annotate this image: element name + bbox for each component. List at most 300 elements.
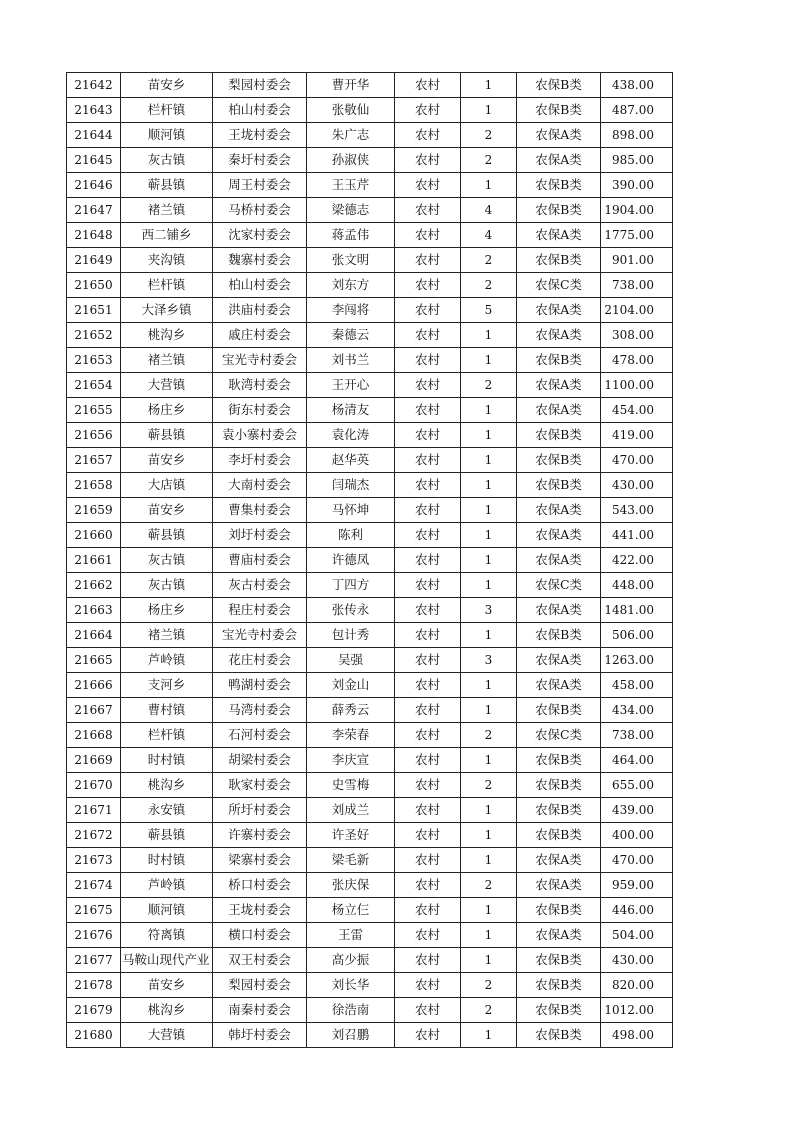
household-count-cell: 2 (461, 248, 517, 273)
table-row (67, 248, 673, 273)
records-sheet (66, 72, 672, 1048)
insurance-category-cell: 农保A类 (517, 598, 601, 623)
village-committee-cell: 梨园村委会 (213, 973, 307, 998)
amount-cell: 543.00 (601, 498, 673, 523)
record-id-cell: 21676 (67, 923, 121, 948)
village-committee-cell: 石河村委会 (213, 723, 307, 748)
amount-cell: 898.00 (601, 123, 673, 148)
record-id-cell: 21667 (67, 698, 121, 723)
household-count-cell: 1 (461, 673, 517, 698)
person-name-cell: 杨清友 (307, 398, 395, 423)
area-type-cell: 农村 (395, 198, 461, 223)
table-row (67, 723, 673, 748)
village-committee-cell: 宝光寺村委会 (213, 348, 307, 373)
person-name-cell: 刘金山 (307, 673, 395, 698)
table-row (67, 198, 673, 223)
amount-cell: 470.00 (601, 448, 673, 473)
town-cell: 褚兰镇 (121, 198, 213, 223)
amount-cell: 438.00 (601, 73, 673, 98)
amount-cell: 738.00 (601, 723, 673, 748)
person-name-cell: 赵华英 (307, 448, 395, 473)
table-row (67, 498, 673, 523)
town-cell: 芦岭镇 (121, 648, 213, 673)
amount-cell: 458.00 (601, 673, 673, 698)
person-name-cell: 王玉芹 (307, 173, 395, 198)
table-row (67, 948, 673, 973)
record-id-cell: 21662 (67, 573, 121, 598)
person-name-cell: 薛秀云 (307, 698, 395, 723)
area-type-cell: 农村 (395, 123, 461, 148)
household-count-cell: 1 (461, 173, 517, 198)
insurance-category-cell: 农保B类 (517, 898, 601, 923)
town-cell: 苗安乡 (121, 448, 213, 473)
amount-cell: 430.00 (601, 948, 673, 973)
person-name-cell: 陈利 (307, 523, 395, 548)
town-cell: 栏杆镇 (121, 273, 213, 298)
town-cell: 顺河镇 (121, 123, 213, 148)
insurance-category-cell: 农保B类 (517, 773, 601, 798)
insurance-category-cell: 农保A类 (517, 923, 601, 948)
insurance-category-cell: 农保A类 (517, 548, 601, 573)
person-name-cell: 蒋孟伟 (307, 223, 395, 248)
insurance-category-cell: 农保B类 (517, 198, 601, 223)
village-committee-cell: 韩圩村委会 (213, 1023, 307, 1048)
area-type-cell: 农村 (395, 423, 461, 448)
household-count-cell: 2 (461, 773, 517, 798)
person-name-cell: 王雷 (307, 923, 395, 948)
area-type-cell: 农村 (395, 723, 461, 748)
area-type-cell: 农村 (395, 1023, 461, 1048)
area-type-cell: 农村 (395, 523, 461, 548)
record-id-cell: 21672 (67, 823, 121, 848)
person-name-cell: 刘召鹏 (307, 1023, 395, 1048)
insurance-category-cell: 农保B类 (517, 623, 601, 648)
insurance-category-cell: 农保B类 (517, 473, 601, 498)
household-count-cell: 1 (461, 848, 517, 873)
record-id-cell: 21671 (67, 798, 121, 823)
household-count-cell: 1 (461, 498, 517, 523)
household-count-cell: 2 (461, 273, 517, 298)
insurance-category-cell: 农保B类 (517, 698, 601, 723)
person-name-cell: 秦德云 (307, 323, 395, 348)
insurance-category-cell: 农保A类 (517, 123, 601, 148)
household-count-cell: 1 (461, 573, 517, 598)
table-row (67, 323, 673, 348)
village-committee-cell: 洪庙村委会 (213, 298, 307, 323)
amount-cell: 400.00 (601, 823, 673, 848)
table-row (67, 698, 673, 723)
record-id-cell: 21647 (67, 198, 121, 223)
table-row (67, 523, 673, 548)
area-type-cell: 农村 (395, 73, 461, 98)
household-count-cell: 1 (461, 423, 517, 448)
town-cell: 顺河镇 (121, 898, 213, 923)
amount-cell: 498.00 (601, 1023, 673, 1048)
area-type-cell: 农村 (395, 948, 461, 973)
record-id-cell: 21664 (67, 623, 121, 648)
household-count-cell: 1 (461, 948, 517, 973)
amount-cell: 2104.00 (601, 298, 673, 323)
amount-cell: 390.00 (601, 173, 673, 198)
person-name-cell: 闫瑞杰 (307, 473, 395, 498)
village-committee-cell: 许寨村委会 (213, 823, 307, 848)
area-type-cell: 农村 (395, 748, 461, 773)
household-count-cell: 1 (461, 1023, 517, 1048)
area-type-cell: 农村 (395, 173, 461, 198)
table-row (67, 173, 673, 198)
household-count-cell: 2 (461, 973, 517, 998)
village-committee-cell: 梨园村委会 (213, 73, 307, 98)
town-cell: 曹村镇 (121, 698, 213, 723)
village-committee-cell: 桥口村委会 (213, 873, 307, 898)
household-count-cell: 4 (461, 223, 517, 248)
record-id-cell: 21675 (67, 898, 121, 923)
table-row (67, 823, 673, 848)
village-committee-cell: 胡梁村委会 (213, 748, 307, 773)
insurance-category-cell: 农保B类 (517, 448, 601, 473)
amount-cell: 1904.00 (601, 198, 673, 223)
insurance-category-cell: 农保B类 (517, 173, 601, 198)
insurance-category-cell: 农保A类 (517, 223, 601, 248)
insurance-category-cell: 农保A类 (517, 848, 601, 873)
person-name-cell: 袁化涛 (307, 423, 395, 448)
area-type-cell: 农村 (395, 773, 461, 798)
area-type-cell: 农村 (395, 648, 461, 673)
village-committee-cell: 王垅村委会 (213, 898, 307, 923)
household-count-cell: 1 (461, 798, 517, 823)
household-count-cell: 1 (461, 98, 517, 123)
insurance-category-cell: 农保B类 (517, 798, 601, 823)
table-row (67, 423, 673, 448)
insurance-category-cell: 农保A类 (517, 873, 601, 898)
household-count-cell: 2 (461, 148, 517, 173)
town-cell: 桃沟乡 (121, 773, 213, 798)
area-type-cell: 农村 (395, 848, 461, 873)
town-cell: 时村镇 (121, 848, 213, 873)
town-cell: 大店镇 (121, 473, 213, 498)
town-cell: 时村镇 (121, 748, 213, 773)
town-cell: 马鞍山现代产业 (121, 948, 213, 973)
table-row (67, 348, 673, 373)
town-cell: 蕲县镇 (121, 173, 213, 198)
household-count-cell: 1 (461, 748, 517, 773)
town-cell: 夹沟镇 (121, 248, 213, 273)
person-name-cell: 徐浩南 (307, 998, 395, 1023)
person-name-cell: 张文明 (307, 248, 395, 273)
town-cell: 栏杆镇 (121, 723, 213, 748)
household-count-cell: 1 (461, 698, 517, 723)
town-cell: 杨庄乡 (121, 398, 213, 423)
record-id-cell: 21642 (67, 73, 121, 98)
record-id-cell: 21644 (67, 123, 121, 148)
record-id-cell: 21663 (67, 598, 121, 623)
village-committee-cell: 魏寨村委会 (213, 248, 307, 273)
village-committee-cell: 柏山村委会 (213, 273, 307, 298)
insurance-category-cell: 农保A类 (517, 523, 601, 548)
table-row (67, 98, 673, 123)
amount-cell: 448.00 (601, 573, 673, 598)
insurance-category-cell: 农保B类 (517, 423, 601, 448)
record-id-cell: 21650 (67, 273, 121, 298)
person-name-cell: 梁毛新 (307, 848, 395, 873)
person-name-cell: 李庆宣 (307, 748, 395, 773)
household-count-cell: 2 (461, 873, 517, 898)
person-name-cell: 梁德志 (307, 198, 395, 223)
amount-cell: 478.00 (601, 348, 673, 373)
area-type-cell: 农村 (395, 873, 461, 898)
area-type-cell: 农村 (395, 273, 461, 298)
amount-cell: 985.00 (601, 148, 673, 173)
record-id-cell: 21658 (67, 473, 121, 498)
village-committee-cell: 秦圩村委会 (213, 148, 307, 173)
record-id-cell: 21657 (67, 448, 121, 473)
area-type-cell: 农村 (395, 98, 461, 123)
area-type-cell: 农村 (395, 598, 461, 623)
record-id-cell: 21654 (67, 373, 121, 398)
insurance-category-cell: 农保B类 (517, 748, 601, 773)
person-name-cell: 张敬仙 (307, 98, 395, 123)
insurance-category-cell: 农保B类 (517, 348, 601, 373)
insurance-category-cell: 农保C类 (517, 573, 601, 598)
person-name-cell: 曹开华 (307, 73, 395, 98)
amount-cell: 1481.00 (601, 598, 673, 623)
person-name-cell: 张庆保 (307, 873, 395, 898)
insurance-category-cell: 农保B类 (517, 1023, 601, 1048)
person-name-cell: 李荣春 (307, 723, 395, 748)
record-id-cell: 21645 (67, 148, 121, 173)
town-cell: 大营镇 (121, 1023, 213, 1048)
town-cell: 褚兰镇 (121, 348, 213, 373)
record-id-cell: 21643 (67, 98, 121, 123)
amount-cell: 506.00 (601, 623, 673, 648)
insurance-category-cell: 农保C类 (517, 723, 601, 748)
insurance-category-cell: 农保C类 (517, 273, 601, 298)
household-count-cell: 1 (461, 898, 517, 923)
village-committee-cell: 柏山村委会 (213, 98, 307, 123)
insurance-category-cell: 农保A类 (517, 373, 601, 398)
amount-cell: 738.00 (601, 273, 673, 298)
household-count-cell: 2 (461, 373, 517, 398)
town-cell: 支河乡 (121, 673, 213, 698)
amount-cell: 446.00 (601, 898, 673, 923)
household-count-cell: 1 (461, 348, 517, 373)
town-cell: 大营镇 (121, 373, 213, 398)
amount-cell: 655.00 (601, 773, 673, 798)
person-name-cell: 杨立仨 (307, 898, 395, 923)
town-cell: 西二铺乡 (121, 223, 213, 248)
record-id-cell: 21648 (67, 223, 121, 248)
person-name-cell: 孙淑侠 (307, 148, 395, 173)
record-id-cell: 21677 (67, 948, 121, 973)
household-count-cell: 1 (461, 473, 517, 498)
insurance-category-cell: 农保A类 (517, 398, 601, 423)
area-type-cell: 农村 (395, 448, 461, 473)
village-committee-cell: 灰古村委会 (213, 573, 307, 598)
area-type-cell: 农村 (395, 573, 461, 598)
record-id-cell: 21652 (67, 323, 121, 348)
town-cell: 蕲县镇 (121, 523, 213, 548)
person-name-cell: 刘成兰 (307, 798, 395, 823)
record-id-cell: 21673 (67, 848, 121, 873)
record-id-cell: 21649 (67, 248, 121, 273)
table-row (67, 1023, 673, 1048)
table-row (67, 773, 673, 798)
table-row (67, 548, 673, 573)
town-cell: 蕲县镇 (121, 823, 213, 848)
area-type-cell: 农村 (395, 248, 461, 273)
table-row (67, 298, 673, 323)
record-id-cell: 21678 (67, 973, 121, 998)
insurance-category-cell: 农保A类 (517, 323, 601, 348)
record-id-cell: 21659 (67, 498, 121, 523)
village-committee-cell: 街东村委会 (213, 398, 307, 423)
village-committee-cell: 王垅村委会 (213, 123, 307, 148)
person-name-cell: 张传永 (307, 598, 395, 623)
household-count-cell: 5 (461, 298, 517, 323)
person-name-cell: 许圣好 (307, 823, 395, 848)
village-committee-cell: 程庄村委会 (213, 598, 307, 623)
household-count-cell: 2 (461, 998, 517, 1023)
area-type-cell: 农村 (395, 698, 461, 723)
insurance-category-cell: 农保B类 (517, 98, 601, 123)
person-name-cell: 朱广志 (307, 123, 395, 148)
person-name-cell: 刘长华 (307, 973, 395, 998)
town-cell: 灰古镇 (121, 573, 213, 598)
amount-cell: 820.00 (601, 973, 673, 998)
household-count-cell: 1 (461, 823, 517, 848)
town-cell: 芦岭镇 (121, 873, 213, 898)
village-committee-cell: 曹庙村委会 (213, 548, 307, 573)
record-id-cell: 21665 (67, 648, 121, 673)
table-row (67, 798, 673, 823)
person-name-cell: 刘东方 (307, 273, 395, 298)
person-name-cell: 刘书兰 (307, 348, 395, 373)
person-name-cell: 包计秀 (307, 623, 395, 648)
area-type-cell: 农村 (395, 298, 461, 323)
table-row (67, 473, 673, 498)
town-cell: 桃沟乡 (121, 998, 213, 1023)
record-id-cell: 21656 (67, 423, 121, 448)
record-id-cell: 21680 (67, 1023, 121, 1048)
insurance-category-cell: 农保B类 (517, 823, 601, 848)
household-count-cell: 1 (461, 923, 517, 948)
record-id-cell: 21668 (67, 723, 121, 748)
insurance-category-cell: 农保B类 (517, 248, 601, 273)
village-committee-cell: 大南村委会 (213, 473, 307, 498)
village-committee-cell: 耿家村委会 (213, 773, 307, 798)
record-id-cell: 21674 (67, 873, 121, 898)
insurance-category-cell: 农保B类 (517, 998, 601, 1023)
area-type-cell: 农村 (395, 623, 461, 648)
amount-cell: 1263.00 (601, 648, 673, 673)
town-cell: 褚兰镇 (121, 623, 213, 648)
area-type-cell: 农村 (395, 323, 461, 348)
record-id-cell: 21666 (67, 673, 121, 698)
town-cell: 蕲县镇 (121, 423, 213, 448)
person-name-cell: 丁四方 (307, 573, 395, 598)
amount-cell: 959.00 (601, 873, 673, 898)
household-count-cell: 1 (461, 398, 517, 423)
town-cell: 灰古镇 (121, 148, 213, 173)
amount-cell: 1775.00 (601, 223, 673, 248)
person-name-cell: 马怀坤 (307, 498, 395, 523)
person-name-cell: 李闯将 (307, 298, 395, 323)
village-committee-cell: 梁寨村委会 (213, 848, 307, 873)
area-type-cell: 农村 (395, 223, 461, 248)
amount-cell: 487.00 (601, 98, 673, 123)
village-committee-cell: 李圩村委会 (213, 448, 307, 473)
table-row (67, 998, 673, 1023)
town-cell: 苗安乡 (121, 73, 213, 98)
table-row (67, 873, 673, 898)
insurance-category-cell: 农保B类 (517, 948, 601, 973)
village-committee-cell: 马湾村委会 (213, 698, 307, 723)
area-type-cell: 农村 (395, 373, 461, 398)
town-cell: 灰古镇 (121, 548, 213, 573)
village-committee-cell: 袁小寨村委会 (213, 423, 307, 448)
area-type-cell: 农村 (395, 473, 461, 498)
records-table (66, 72, 673, 1048)
amount-cell: 308.00 (601, 323, 673, 348)
amount-cell: 439.00 (601, 798, 673, 823)
record-id-cell: 21646 (67, 173, 121, 198)
area-type-cell: 农村 (395, 398, 461, 423)
table-row (67, 973, 673, 998)
amount-cell: 901.00 (601, 248, 673, 273)
table-row (67, 848, 673, 873)
person-name-cell: 高少振 (307, 948, 395, 973)
record-id-cell: 21661 (67, 548, 121, 573)
village-committee-cell: 马桥村委会 (213, 198, 307, 223)
amount-cell: 454.00 (601, 398, 673, 423)
record-id-cell: 21669 (67, 748, 121, 773)
area-type-cell: 农村 (395, 348, 461, 373)
table-row (67, 398, 673, 423)
household-count-cell: 2 (461, 123, 517, 148)
amount-cell: 434.00 (601, 698, 673, 723)
amount-cell: 1012.00 (601, 998, 673, 1023)
amount-cell: 504.00 (601, 923, 673, 948)
insurance-category-cell: 农保A类 (517, 498, 601, 523)
town-cell: 栏杆镇 (121, 98, 213, 123)
village-committee-cell: 花庄村委会 (213, 648, 307, 673)
area-type-cell: 农村 (395, 673, 461, 698)
area-type-cell: 农村 (395, 898, 461, 923)
village-committee-cell: 双王村委会 (213, 948, 307, 973)
table-row (67, 673, 673, 698)
town-cell: 桃沟乡 (121, 323, 213, 348)
household-count-cell: 2 (461, 723, 517, 748)
village-committee-cell: 鸭湖村委会 (213, 673, 307, 698)
amount-cell: 464.00 (601, 748, 673, 773)
table-row (67, 898, 673, 923)
area-type-cell: 农村 (395, 973, 461, 998)
table-row (67, 648, 673, 673)
town-cell: 苗安乡 (121, 973, 213, 998)
area-type-cell: 农村 (395, 998, 461, 1023)
village-committee-cell: 耿湾村委会 (213, 373, 307, 398)
insurance-category-cell: 农保B类 (517, 73, 601, 98)
household-count-cell: 4 (461, 198, 517, 223)
village-committee-cell: 横口村委会 (213, 923, 307, 948)
person-name-cell: 许德凤 (307, 548, 395, 573)
insurance-category-cell: 农保A类 (517, 673, 601, 698)
area-type-cell: 农村 (395, 498, 461, 523)
household-count-cell: 3 (461, 598, 517, 623)
household-count-cell: 1 (461, 523, 517, 548)
town-cell: 杨庄乡 (121, 598, 213, 623)
area-type-cell: 农村 (395, 148, 461, 173)
